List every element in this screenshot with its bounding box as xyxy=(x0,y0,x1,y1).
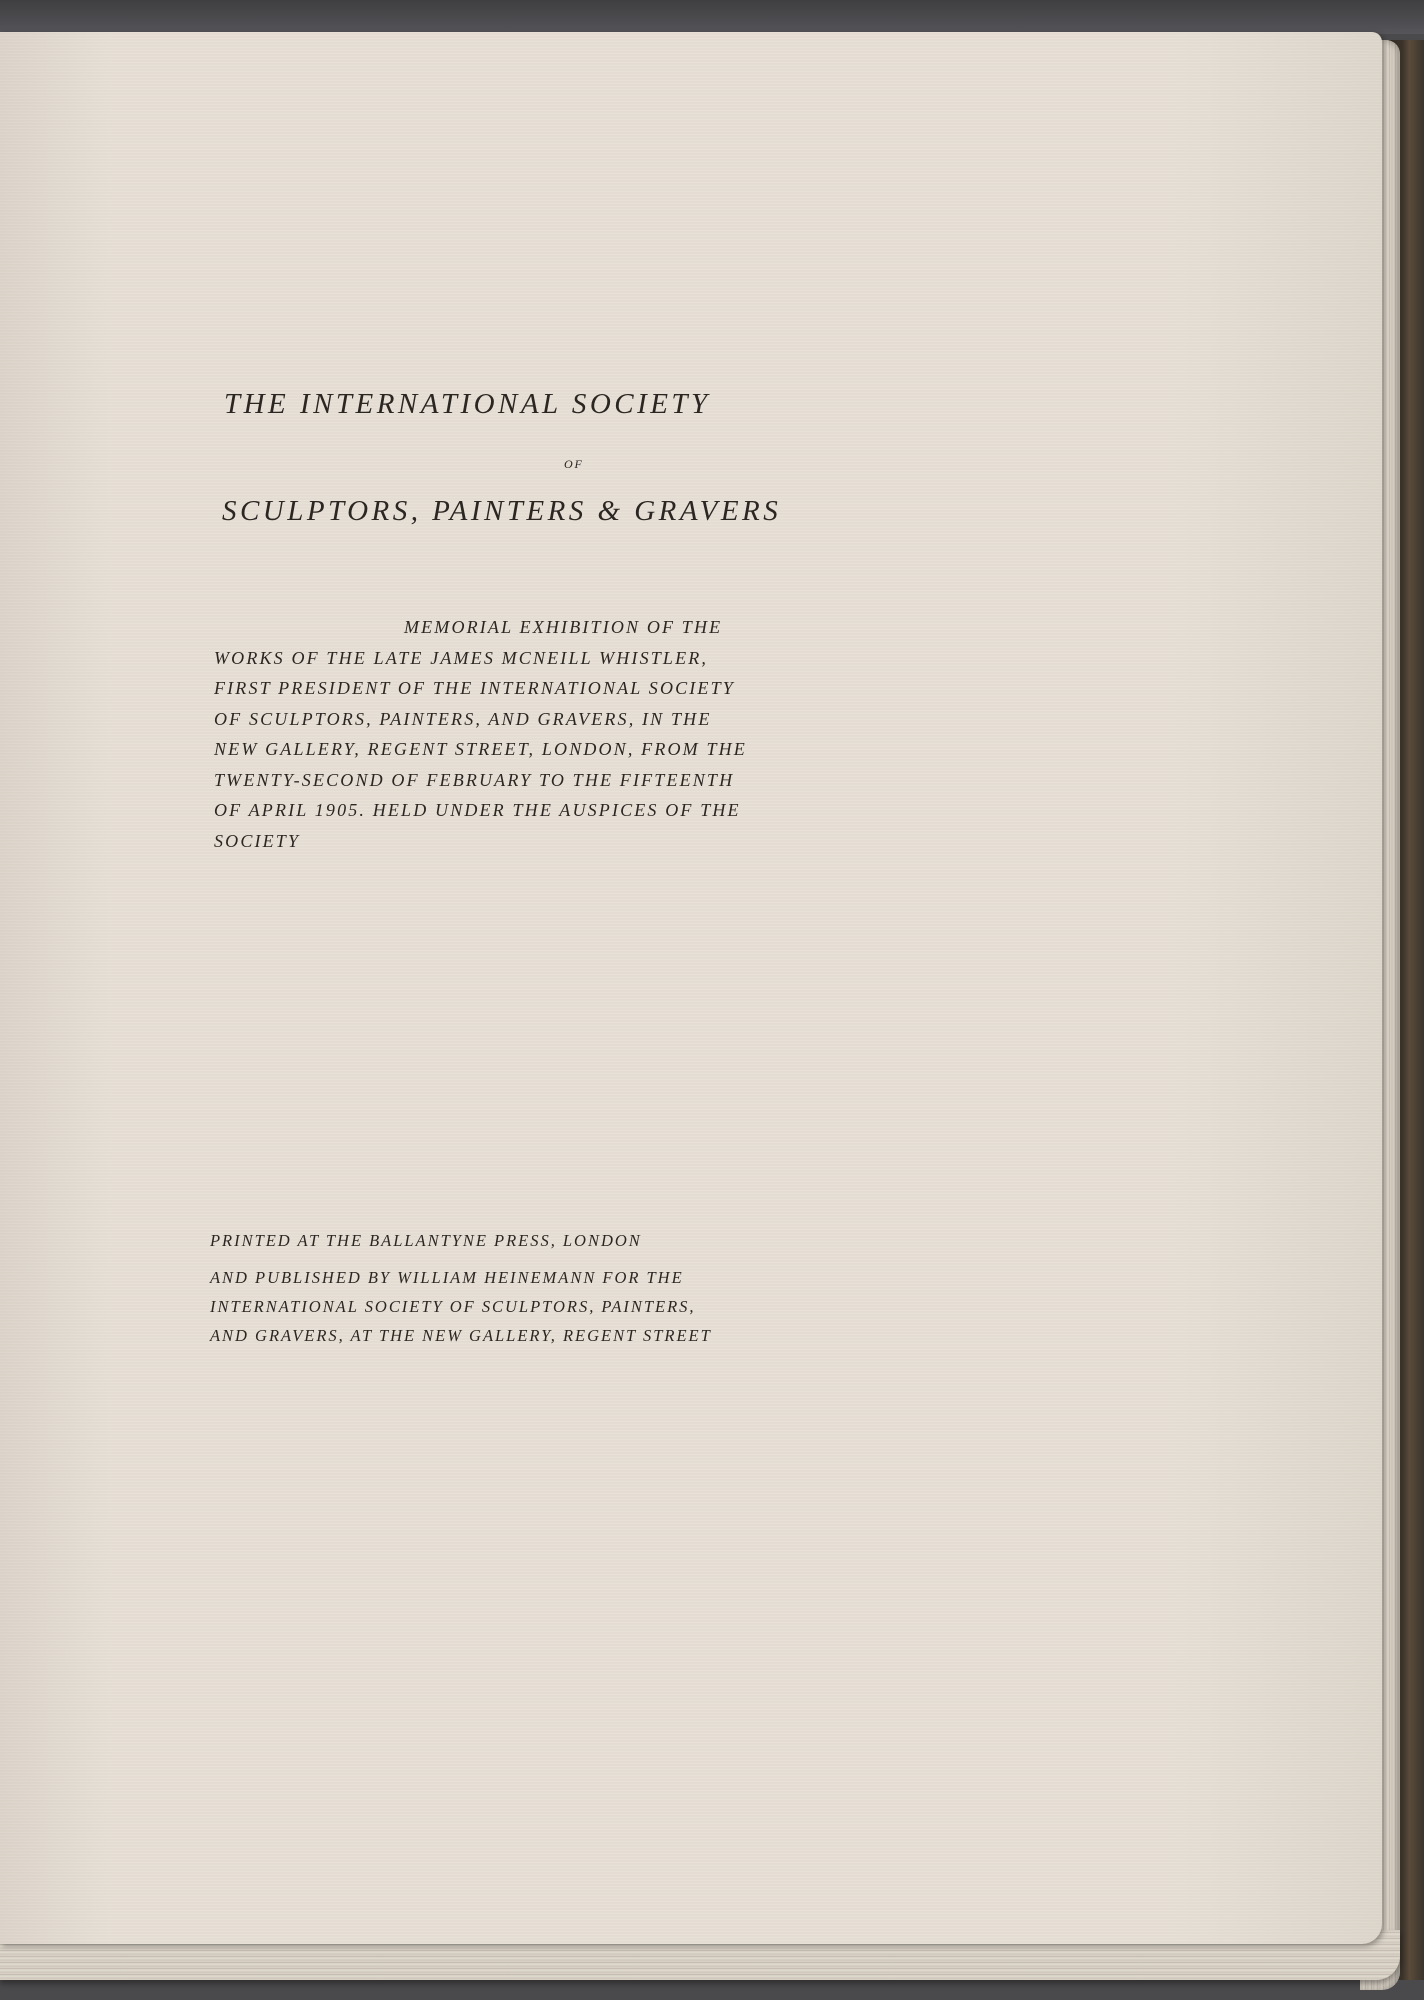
publisher-line: INTERNATIONAL SOCIETY OF SCULPTORS, PAINTERS, xyxy=(210,1297,696,1316)
publisher-line: AND PUBLISHED BY WILLIAM HEINEMANN FOR THE xyxy=(210,1268,684,1287)
background-top xyxy=(0,0,1424,34)
memorial-line: NEW GALLERY, REGENT STREET, LONDON, FROM THE xyxy=(214,739,747,759)
memorial-line: FIRST PRESIDENT OF THE INTERNATIONAL SOCIETY xyxy=(214,678,735,698)
memorial-line: TWENTY-SECOND OF FEBRUARY TO THE FIFTEENTH xyxy=(214,769,735,790)
memorial-exhibition-text xyxy=(214,612,814,856)
publisher-line: AND GRAVERS, AT THE NEW GALLERY, REGENT STREET xyxy=(210,1326,712,1345)
printer-line: PRINTED AT THE BALLANTYNE PRESS, LONDON xyxy=(210,1231,642,1250)
society-title-line-1: THE INTERNATIONAL SOCIETY xyxy=(224,388,711,420)
memorial-line: OF SCULPTORS, PAINTERS, AND GRAVERS, IN THE xyxy=(214,708,712,729)
society-title-line-2: SCULPTORS, PAINTERS & GRAVERS xyxy=(222,495,782,527)
title-page xyxy=(0,32,1382,1944)
memorial-line: OF APRIL 1905. HELD UNDER THE AUSPICES OF THE xyxy=(214,800,741,820)
society-title-of: OF xyxy=(564,457,584,471)
memorial-line: SOCIETY xyxy=(214,830,301,851)
memorial-line: MEMORIAL EXHIBITION OF THE xyxy=(404,617,723,637)
imprint xyxy=(210,1226,712,1350)
memorial-line: WORKS OF THE LATE JAMES MCNEILL WHISTLER, xyxy=(214,647,709,668)
